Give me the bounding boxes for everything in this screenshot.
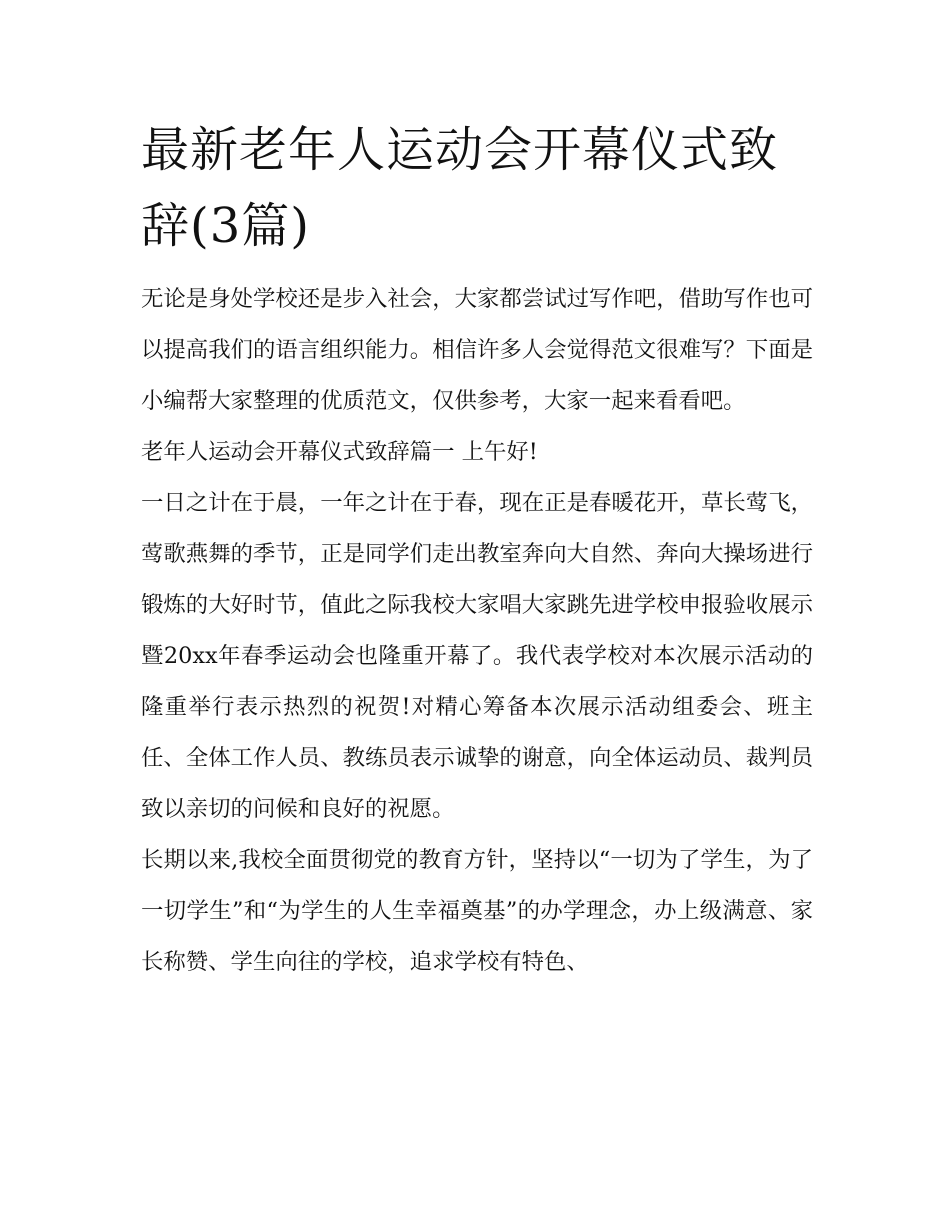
speech-paragraph-1: 一日之计在于晨，一年之计在于春，现在正是春暖花开，草长莺飞，莺歌燕舞的季节，正是同学们走出教室奔向大自然、奔向大操场进行锻炼的大好时节，值此之际我校大家唱大家跳先进学校申报验收展示暨20xx年春季运动会也隆重开幕了。我代表学校对本次展示活动的隆重举行表示热烈的祝贺!对精心筹备本次展示活动组委会、班主任、全体工作人员、教练员表示诚挚的谢意，向全体运动员、裁判员致以亲切的问候和良好的祝愿。 <box>141 490 813 822</box>
section-heading-paragraph: 老年人运动会开幕仪式致辞篇一 上午好! <box>141 439 538 465</box>
speech-paragraph-2: 长期以来,我校全面贯彻党的教育方针，坚持以“一切为了学生，为了一切学生”和“为学生的人生幸福奠基”的办学理念，办上级满意、家长称赞、学生向往的学校，追求学校有特色、 <box>141 847 813 975</box>
document-body <box>141 274 813 988</box>
document-title: 最新老年人运动会开幕仪式致辞(3篇) <box>141 122 779 254</box>
document-page <box>141 112 813 988</box>
intro-paragraph: 无论是身处学校还是步入社会，大家都尝试过写作吧，借助写作也可以提高我们的语言组织能力。相信许多人会觉得范文很难写？下面是小编帮大家整理的优质范文，仅供参考，大家一起来看看吧。 <box>141 286 813 414</box>
